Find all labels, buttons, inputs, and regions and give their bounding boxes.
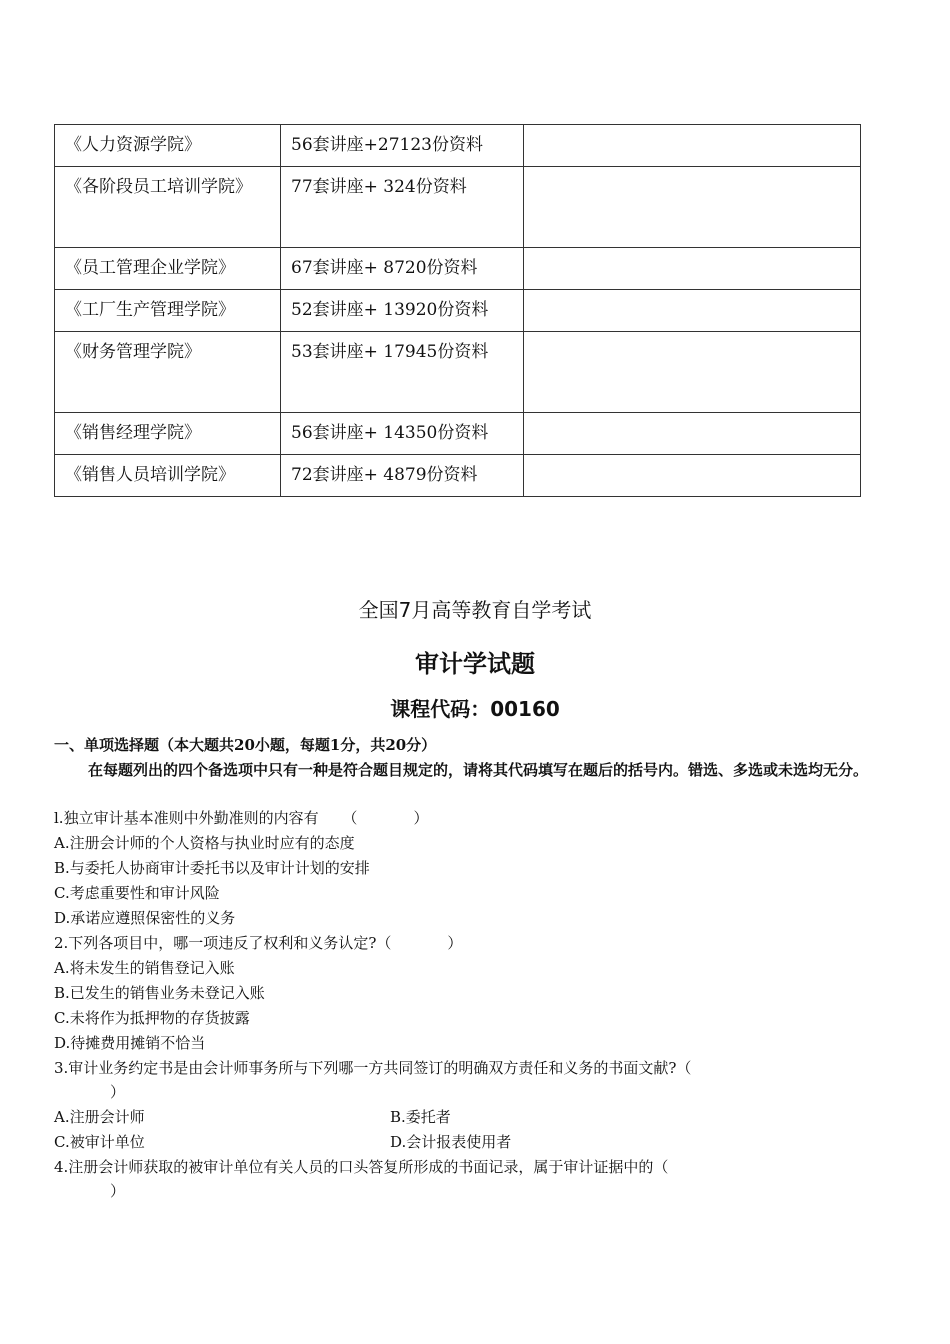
question-3-stem	[54, 1056, 694, 1104]
catalog-name: 《财务管理学院》	[55, 332, 281, 413]
option-b: B.已发生的销售业务未登记入账	[54, 984, 265, 1002]
catalog-note	[524, 332, 861, 413]
course-code: 课程代码：00160	[390, 697, 560, 721]
catalog-content: 77套讲座+ 324份资料	[281, 167, 524, 248]
table-row	[55, 455, 861, 497]
option-a: A.注册会计师	[54, 1108, 145, 1126]
catalog-name: 《人力资源学院》	[55, 125, 281, 167]
catalog-name: 《员工管理企业学院》	[55, 248, 281, 290]
answer-paren-open: （	[376, 934, 392, 952]
question-2-stem	[54, 931, 714, 955]
option-a: A.注册会计师的个人资格与执业时应有的态度	[54, 834, 355, 852]
catalog-name: 《工厂生产管理学院》	[55, 290, 281, 332]
section-heading: 一、单项选择题（本大题共20小题，每题1分，共20分）	[54, 736, 437, 754]
question-4-stem	[54, 1155, 714, 1203]
catalog-name: 《销售人员培训学院》	[55, 455, 281, 497]
catalog-name: 《销售经理学院》	[55, 413, 281, 455]
exam-subtitle: 全国7月高等教育自学考试	[358, 598, 592, 622]
catalog-content: 67套讲座+ 8720份资料	[281, 248, 524, 290]
option-c: C.考虑重要性和审计风险	[54, 884, 220, 902]
option-d: D.承诺应遵照保密性的义务	[54, 909, 236, 927]
option-b: B.委托者	[390, 1108, 451, 1126]
catalog-note	[524, 290, 861, 332]
exam-title: 审计学试题	[415, 650, 535, 678]
catalog-content: 56套讲座+ 14350份资料	[281, 413, 524, 455]
option-c: C.被审计单位	[54, 1133, 145, 1151]
table-row	[55, 332, 861, 413]
question-text: 4.注册会计师获取的被审计单位有关人员的口头答复所形成的书面记录，属于审计证据中的	[54, 1158, 654, 1176]
answer-paren-open: （	[676, 1059, 692, 1077]
option-d: D.待摊费用摊销不恰当	[54, 1034, 206, 1052]
option-d: D.会计报表使用者	[390, 1133, 512, 1151]
option-b: B.与委托人协商审计委托书以及审计计划的安排	[54, 859, 370, 877]
answer-paren-open: （	[653, 1158, 669, 1176]
catalog-note	[524, 413, 861, 455]
catalog-note	[524, 167, 861, 248]
option-a: A.将未发生的销售登记入账	[54, 959, 235, 977]
catalog-content: 53套讲座+ 17945份资料	[281, 332, 524, 413]
answer-paren-close: ）	[447, 934, 463, 952]
catalog-note	[524, 455, 861, 497]
table-row	[55, 125, 861, 167]
table-row	[55, 290, 861, 332]
answer-paren-close: ）	[110, 1083, 126, 1101]
table-row	[55, 248, 861, 290]
table-row	[55, 413, 861, 455]
answer-paren-open: （	[342, 809, 358, 827]
question-text: 3.审计业务约定书是由会计师事务所与下列哪一方共同签订的明确双方责任和义务的书面文献?	[54, 1059, 677, 1077]
catalog-content: 72套讲座+ 4879份资料	[281, 455, 524, 497]
catalog-name: 《各阶段员工培训学院》	[55, 167, 281, 248]
question-1-stem	[54, 806, 714, 830]
catalog-content: 52套讲座+ 13920份资料	[281, 290, 524, 332]
catalog-content: 56套讲座+27123份资料	[281, 125, 524, 167]
answer-paren-close: ）	[413, 809, 429, 827]
table-row	[55, 167, 861, 248]
catalog-table	[54, 124, 861, 497]
catalog-note	[524, 125, 861, 167]
question-text: 2.下列各项目中，哪一项违反了权利和义务认定?	[54, 934, 377, 952]
question-text: l.独立审计基本准则中外勤准则的内容有	[54, 809, 319, 827]
answer-paren-close: ）	[110, 1182, 126, 1200]
catalog-note	[524, 248, 861, 290]
option-c: C.未将作为抵押物的存货披露	[54, 1009, 250, 1027]
section-instruction: 在每题列出的四个备选项中只有一种是符合题目规定的，请将其代码填写在题后的括号内。错选、多选或未选均无分。	[88, 761, 869, 779]
